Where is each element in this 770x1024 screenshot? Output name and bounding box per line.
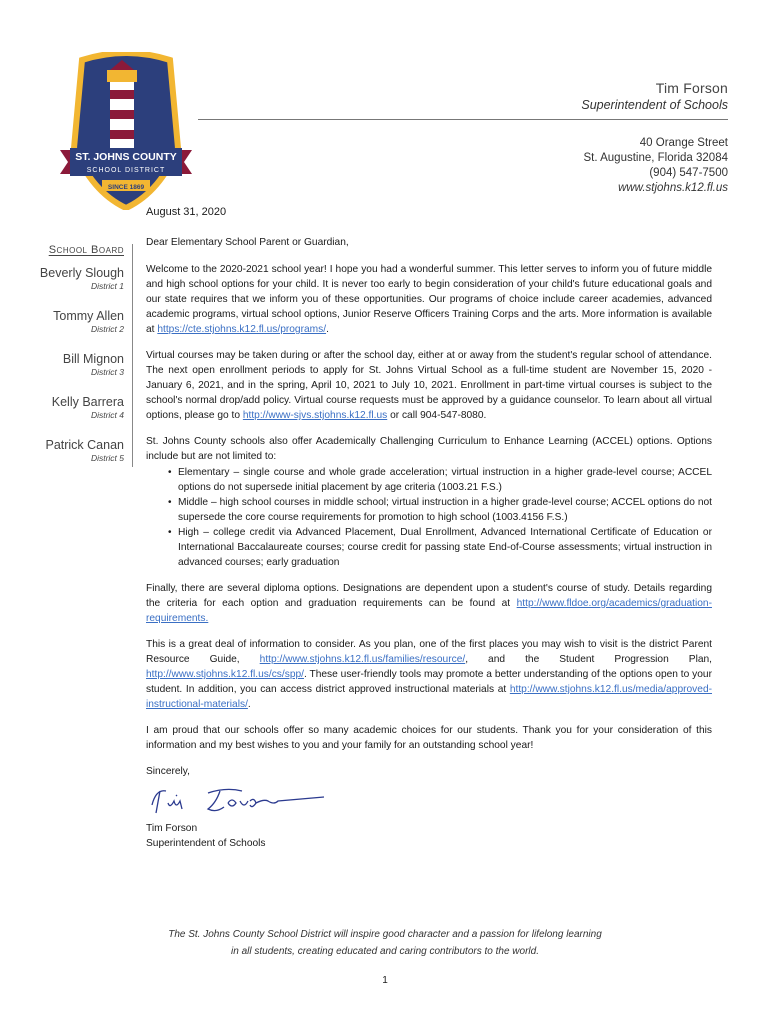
board-member-name: Bill Mignon bbox=[62, 352, 124, 366]
paragraph-welcome: Welcome to the 2020-2021 school year! I hope you had a wonderful summer. This letter serves to inform you of future middle and high school options for your child. It is never too early to begin consideration of your child's future educational goals and our state requires that we inform you of these opportunities. Our programs of choice include career academies, advanced academic programs, virtual school options, Junior Reserve Officers Training Corps and the arts. More information is available at https://cte.stjohns.k12.fl.us/programs/. bbox=[146, 264, 712, 335]
sidebar-divider bbox=[132, 244, 133, 467]
board-member-name: Patrick Canan bbox=[45, 438, 124, 452]
board-member bbox=[30, 395, 124, 420]
paragraph-resources: This is a great deal of information to consider. As you plan, one of the first places you may wish to visit is the district Parent Resource Guide, http://www.stjohns.k12.fl.us/families/resource/, and the Student Progression Plan, http://www.stjohns.k12.fl.us/cs/spp/. These user-friendly tools may promote a better understanding of the options open to your student. In addition, you can access district approved instructional materials at http://www.stjohns.k12.fl.us/media/approved-instructional-materials/. bbox=[146, 639, 713, 710]
resource-guide-link[interactable]: http://www.stjohns.k12.fl.us/families/resource/ bbox=[259, 654, 466, 665]
district-logo bbox=[60, 52, 192, 210]
instructional-materials-link[interactable]: http://www.stjohns.k12.fl.us/media/approved-instructional-materials/ bbox=[146, 684, 712, 710]
header-divider bbox=[198, 119, 728, 120]
letter-greeting: Dear Elementary School Parent or Guardian, bbox=[146, 237, 349, 248]
board-member-district: District 5 bbox=[90, 453, 124, 463]
signer-title: Superintendent of Schools bbox=[146, 838, 266, 849]
progression-plan-link[interactable]: http://www.stjohns.k12.fl.us/cs/spp/ bbox=[146, 669, 304, 680]
address-phone: (904) 547-7500 bbox=[649, 167, 728, 179]
list-item: • Middle – high school courses in middle school; virtual instruction in a higher grade-level course; ACCEL options do not supersede the core course requirements for promotion to high school (1003.4156 F.S.) bbox=[146, 495, 712, 525]
graduation-requirements-link[interactable]: http://www.fldoe.org/academics/graduation-requirements. bbox=[146, 598, 712, 624]
logo-text-line2: SCHOOL DISTRICT bbox=[86, 167, 166, 174]
accel-options-list bbox=[146, 465, 712, 570]
paragraph-closing: I am proud that our schools offer so many academic choices for our students. Thank you for your consideration of this information and my best wishes to you and your family for an outstanding school year! bbox=[146, 725, 712, 751]
address-city: St. Augustine, Florida 32084 bbox=[583, 152, 728, 164]
district-motto: The St. Johns County School District will inspire good character and a passion for lifelong learning in all students, creating educated and caring contributors to the world. bbox=[168, 929, 602, 957]
board-member bbox=[30, 309, 124, 334]
page-number: 1 bbox=[382, 975, 388, 986]
paragraph-accel: St. Johns County schools also offer Academically Challenging Curriculum to Enhance Learning (ACCEL) options. Options include but are not limited to: bbox=[146, 436, 712, 462]
logo-text-line1: ST. JOHNS COUNTY bbox=[75, 151, 177, 163]
board-member bbox=[30, 352, 124, 377]
list-item: • High – college credit via Advanced Placement, Dual Enrollment, Advanced International Certificate of Education or International Baccalaureate courses; course credit for passing state End-of-Course assessments; virtual instruction in advanced courses; early graduation bbox=[146, 525, 712, 570]
address-street: 40 Orange Street bbox=[639, 137, 728, 149]
letter-date: August 31, 2020 bbox=[146, 206, 227, 218]
handwritten-signature bbox=[146, 779, 712, 819]
virtual-school-link[interactable]: http://www-sjvs.stjohns.k12.fl.us bbox=[242, 410, 388, 421]
signer-name: Tim Forson bbox=[146, 823, 198, 834]
board-member bbox=[30, 438, 124, 463]
address-website[interactable]: www.stjohns.k12.fl.us bbox=[618, 182, 728, 194]
superintendent-title: Superintendent of Schools bbox=[581, 98, 728, 112]
paragraph-virtual: Virtual courses may be taken during or after the school day, either at or away from the student's regular school of attendance. The next open enrollment periods to apply for St. Johns Virtual School as a full-time student are November 15, 2020 - January 6, 2021, and in the spring, April 10, 2021 to July 10, 2021. Enrollment in part-time virtual courses is subject to the school's normal drop/add policy. Virtual course requests must be approved by a guidance counselor. To learn about all virtual options, please go to http://www-sjvs.stjohns.k12.fl.us or call 904-547-8080. bbox=[146, 350, 712, 421]
programs-link[interactable]: https://cte.stjohns.k12.fl.us/programs/ bbox=[157, 324, 327, 335]
closing-salutation: Sincerely, bbox=[146, 766, 190, 777]
board-member-district: District 4 bbox=[90, 410, 124, 420]
list-item: • Elementary – single course and whole grade acceleration; virtual instruction in a higher grade-level course; ACCEL options do not supersede initial placement by age criteria (1003.21 F.S.) bbox=[146, 465, 712, 495]
board-member-district: District 3 bbox=[90, 367, 124, 377]
board-member-name: Tommy Allen bbox=[53, 309, 124, 323]
letterhead-header bbox=[581, 80, 728, 112]
paragraph-diploma: Finally, there are several diploma options. Designations are dependent upon a student's course of study. Details regarding the criteria for each option and graduation requirements can be found at http://www.fldoe.org/academics/graduation-requirements. bbox=[146, 583, 712, 624]
board-member bbox=[30, 266, 124, 291]
logo-since: SINCE 1869 bbox=[107, 184, 145, 191]
board-member-district: District 1 bbox=[90, 281, 124, 291]
superintendent-name: Tim Forson bbox=[655, 80, 728, 96]
letter-body bbox=[146, 235, 712, 851]
school-board-sidebar bbox=[30, 244, 124, 481]
board-member-district: District 2 bbox=[90, 324, 124, 334]
board-member-name: Beverly Slough bbox=[39, 266, 124, 280]
school-board-heading: School Board bbox=[48, 244, 124, 256]
address-block bbox=[584, 136, 729, 196]
closing-block bbox=[146, 764, 712, 851]
board-member-name: Kelly Barrera bbox=[51, 395, 124, 409]
